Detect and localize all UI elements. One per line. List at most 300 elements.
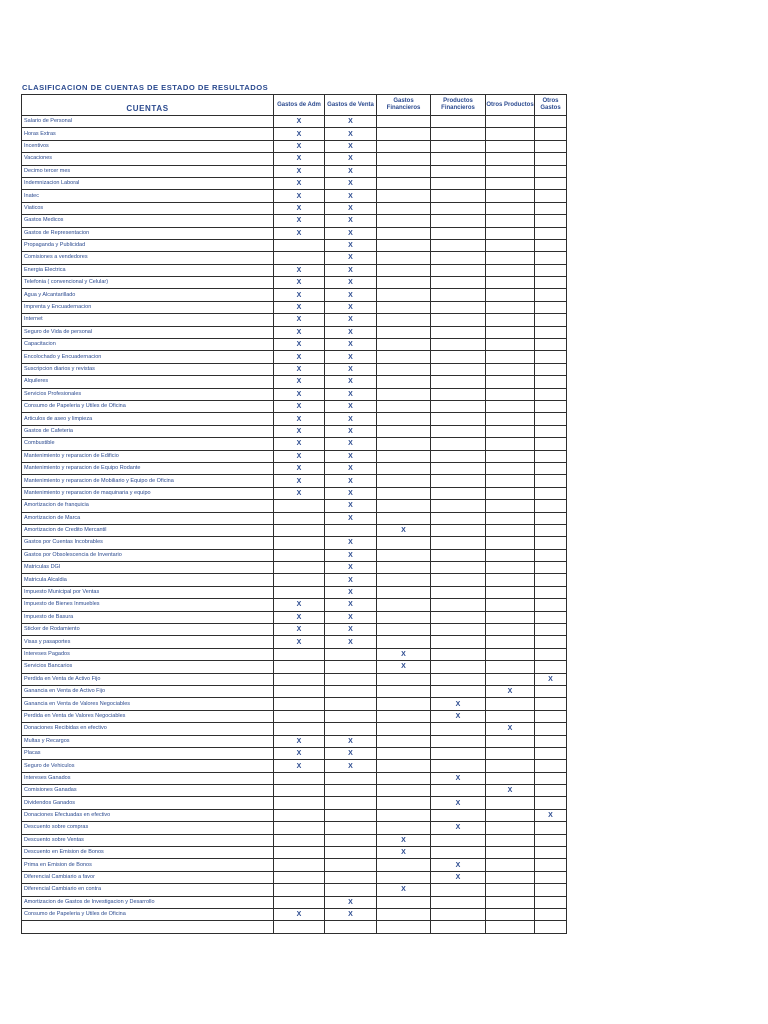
mark-cell-gastos-venta	[325, 871, 377, 883]
mark-cell-gastos-adm	[274, 822, 325, 834]
mark-cell-gastos-adm	[274, 921, 325, 933]
mark-cell-otros-gastos	[535, 326, 567, 338]
header-gastos-adm: Gastos de Adm	[274, 95, 325, 116]
table-row	[22, 574, 567, 586]
mark-cell-otros-gastos	[535, 376, 567, 388]
table-row	[22, 252, 567, 264]
mark-cell-otros-productos	[486, 363, 535, 375]
table-row	[22, 363, 567, 375]
mark-cell-productos-financieros	[431, 834, 486, 846]
mark-cell-otros-gastos	[535, 562, 567, 574]
account-name: Articulos de aseo y limpieza	[22, 413, 274, 425]
mark-cell-otros-gastos	[535, 909, 567, 921]
mark-cell-gastos-financieros	[377, 747, 431, 759]
mark-cell-gastos-financieros	[377, 438, 431, 450]
mark-cell-gastos-financieros	[377, 698, 431, 710]
mark-cell-gastos-financieros	[377, 921, 431, 933]
mark-cell-otros-productos: X	[486, 785, 535, 797]
mark-cell-productos-financieros: X	[431, 698, 486, 710]
account-name: Servicios Bancarios	[22, 661, 274, 673]
mark-cell-otros-gastos	[535, 512, 567, 524]
mark-cell-otros-productos	[486, 847, 535, 859]
mark-cell-gastos-financieros	[377, 673, 431, 685]
table-row	[22, 413, 567, 425]
table-row	[22, 116, 567, 128]
mark-cell-otros-productos	[486, 202, 535, 214]
mark-cell-gastos-venta: X	[325, 438, 377, 450]
mark-cell-productos-financieros	[431, 760, 486, 772]
table-row	[22, 140, 567, 152]
mark-cell-otros-gastos	[535, 747, 567, 759]
mark-cell-gastos-adm: X	[274, 314, 325, 326]
mark-cell-productos-financieros	[431, 450, 486, 462]
mark-cell-gastos-financieros	[377, 599, 431, 611]
mark-cell-gastos-financieros	[377, 413, 431, 425]
table-row	[22, 512, 567, 524]
mark-cell-otros-productos	[486, 809, 535, 821]
mark-cell-otros-gastos	[535, 648, 567, 660]
account-name	[22, 921, 274, 933]
table-row	[22, 227, 567, 239]
mark-cell-gastos-financieros	[377, 624, 431, 636]
mark-cell-otros-productos	[486, 215, 535, 227]
mark-cell-otros-gastos	[535, 177, 567, 189]
mark-cell-gastos-adm	[274, 859, 325, 871]
mark-cell-productos-financieros	[431, 177, 486, 189]
mark-cell-otros-productos	[486, 772, 535, 784]
account-name: Multas y Recargos	[22, 735, 274, 747]
table-row	[22, 450, 567, 462]
mark-cell-gastos-adm: X	[274, 202, 325, 214]
table-row	[22, 760, 567, 772]
account-name: Salario de Personal	[22, 116, 274, 128]
mark-cell-gastos-venta	[325, 772, 377, 784]
table-row	[22, 747, 567, 759]
mark-cell-otros-gastos	[535, 314, 567, 326]
account-name: Matricula Alcaldia	[22, 574, 274, 586]
mark-cell-gastos-venta	[325, 822, 377, 834]
mark-cell-otros-gastos	[535, 190, 567, 202]
table-row	[22, 388, 567, 400]
mark-cell-otros-productos	[486, 165, 535, 177]
mark-cell-otros-gastos	[535, 301, 567, 313]
mark-cell-productos-financieros	[431, 301, 486, 313]
table-row	[22, 326, 567, 338]
mark-cell-otros-productos	[486, 760, 535, 772]
mark-cell-gastos-venta: X	[325, 388, 377, 400]
mark-cell-gastos-financieros	[377, 809, 431, 821]
mark-cell-otros-productos	[486, 153, 535, 165]
mark-cell-otros-gastos	[535, 661, 567, 673]
table-row	[22, 165, 567, 177]
mark-cell-otros-gastos	[535, 624, 567, 636]
mark-cell-gastos-adm: X	[274, 611, 325, 623]
mark-cell-gastos-financieros: X	[377, 661, 431, 673]
mark-cell-productos-financieros	[431, 636, 486, 648]
mark-cell-gastos-adm: X	[274, 289, 325, 301]
mark-cell-gastos-venta: X	[325, 314, 377, 326]
mark-cell-productos-financieros	[431, 165, 486, 177]
mark-cell-gastos-financieros	[377, 227, 431, 239]
mark-cell-otros-gastos	[535, 549, 567, 561]
mark-cell-otros-gastos	[535, 859, 567, 871]
mark-cell-productos-financieros	[431, 202, 486, 214]
mark-cell-gastos-adm	[274, 871, 325, 883]
mark-cell-otros-productos	[486, 413, 535, 425]
mark-cell-gastos-adm: X	[274, 339, 325, 351]
mark-cell-gastos-adm	[274, 661, 325, 673]
account-name: Intereses Pagados	[22, 648, 274, 660]
mark-cell-gastos-adm	[274, 896, 325, 908]
mark-cell-gastos-venta: X	[325, 177, 377, 189]
mark-cell-otros-productos	[486, 400, 535, 412]
table-row	[22, 822, 567, 834]
mark-cell-gastos-financieros	[377, 190, 431, 202]
mark-cell-gastos-venta: X	[325, 512, 377, 524]
mark-cell-gastos-adm: X	[274, 215, 325, 227]
mark-cell-gastos-venta: X	[325, 909, 377, 921]
mark-cell-otros-gastos	[535, 822, 567, 834]
mark-cell-productos-financieros	[431, 747, 486, 759]
mark-cell-gastos-financieros	[377, 289, 431, 301]
mark-cell-productos-financieros	[431, 400, 486, 412]
mark-cell-otros-gastos	[535, 599, 567, 611]
mark-cell-otros-gastos	[535, 438, 567, 450]
table-row	[22, 524, 567, 536]
account-name: Amortizacion de Gastos de Investigacion y Desarrollo	[22, 896, 274, 908]
account-name: Dividendos Ganados	[22, 797, 274, 809]
mark-cell-otros-productos	[486, 549, 535, 561]
mark-cell-gastos-adm	[274, 512, 325, 524]
mark-cell-gastos-venta: X	[325, 450, 377, 462]
mark-cell-gastos-adm: X	[274, 462, 325, 474]
mark-cell-gastos-venta: X	[325, 624, 377, 636]
mark-cell-gastos-adm: X	[274, 747, 325, 759]
table-row	[22, 909, 567, 921]
mark-cell-gastos-venta: X	[325, 264, 377, 276]
mark-cell-otros-productos	[486, 128, 535, 140]
mark-cell-otros-gastos	[535, 735, 567, 747]
account-name: Comisiones Ganadas	[22, 785, 274, 797]
mark-cell-productos-financieros	[431, 413, 486, 425]
mark-cell-gastos-venta: X	[325, 165, 377, 177]
mark-cell-gastos-adm: X	[274, 190, 325, 202]
mark-cell-gastos-financieros	[377, 314, 431, 326]
table-row	[22, 648, 567, 660]
table-row	[22, 376, 567, 388]
mark-cell-otros-gastos	[535, 425, 567, 437]
mark-cell-productos-financieros	[431, 624, 486, 636]
mark-cell-gastos-venta: X	[325, 599, 377, 611]
mark-cell-productos-financieros	[431, 140, 486, 152]
mark-cell-productos-financieros	[431, 549, 486, 561]
mark-cell-gastos-adm: X	[274, 425, 325, 437]
mark-cell-otros-productos	[486, 524, 535, 536]
account-name: Sticker de Rodamiento	[22, 624, 274, 636]
mark-cell-productos-financieros	[431, 847, 486, 859]
mark-cell-gastos-financieros	[377, 710, 431, 722]
mark-cell-productos-financieros: X	[431, 710, 486, 722]
mark-cell-otros-productos	[486, 116, 535, 128]
mark-cell-otros-gastos	[535, 388, 567, 400]
mark-cell-gastos-venta	[325, 884, 377, 896]
mark-cell-gastos-financieros	[377, 487, 431, 499]
table-row	[22, 438, 567, 450]
table-row	[22, 190, 567, 202]
header-productos-financieros: Productos Financieros	[431, 95, 486, 116]
mark-cell-gastos-financieros	[377, 450, 431, 462]
mark-cell-gastos-adm: X	[274, 177, 325, 189]
account-name: Telefonia ( convencional y Celular)	[22, 277, 274, 289]
mark-cell-gastos-venta: X	[325, 227, 377, 239]
account-name: Gastos Medicos	[22, 215, 274, 227]
mark-cell-otros-productos	[486, 190, 535, 202]
mark-cell-productos-financieros	[431, 190, 486, 202]
mark-cell-gastos-adm: X	[274, 351, 325, 363]
table-row	[22, 339, 567, 351]
mark-cell-gastos-venta: X	[325, 611, 377, 623]
mark-cell-otros-gastos	[535, 215, 567, 227]
table-row	[22, 462, 567, 474]
mark-cell-gastos-financieros	[377, 239, 431, 251]
table-row	[22, 723, 567, 735]
mark-cell-gastos-adm	[274, 809, 325, 821]
mark-cell-gastos-financieros	[377, 785, 431, 797]
table-row	[22, 202, 567, 214]
account-name: Seguro de Vida de personal	[22, 326, 274, 338]
table-row	[22, 351, 567, 363]
mark-cell-gastos-financieros: X	[377, 884, 431, 896]
mark-cell-productos-financieros	[431, 376, 486, 388]
mark-cell-productos-financieros	[431, 153, 486, 165]
table-row	[22, 500, 567, 512]
mark-cell-gastos-adm: X	[274, 599, 325, 611]
mark-cell-gastos-financieros	[377, 797, 431, 809]
account-name: Vacaciones	[22, 153, 274, 165]
account-name: Diferencial Cambiario a favor	[22, 871, 274, 883]
table-row	[22, 859, 567, 871]
account-name: Ganancia en Venta de Activo Fijo	[22, 685, 274, 697]
mark-cell-gastos-adm: X	[274, 450, 325, 462]
account-name: Incentivos	[22, 140, 274, 152]
mark-cell-gastos-adm	[274, 685, 325, 697]
table-row	[22, 549, 567, 561]
mark-cell-otros-productos	[486, 252, 535, 264]
mark-cell-gastos-adm: X	[274, 487, 325, 499]
mark-cell-gastos-venta: X	[325, 760, 377, 772]
mark-cell-gastos-adm	[274, 500, 325, 512]
account-name: Gastos de Cafeteria	[22, 425, 274, 437]
table-row	[22, 624, 567, 636]
mark-cell-gastos-venta	[325, 723, 377, 735]
account-name: Amortizacion de Marca	[22, 512, 274, 524]
mark-cell-productos-financieros	[431, 314, 486, 326]
mark-cell-otros-productos	[486, 896, 535, 908]
classification-table	[21, 94, 567, 934]
mark-cell-gastos-adm	[274, 252, 325, 264]
mark-cell-gastos-adm	[274, 772, 325, 784]
table-row	[22, 785, 567, 797]
mark-cell-gastos-venta: X	[325, 462, 377, 474]
mark-cell-gastos-financieros	[377, 586, 431, 598]
mark-cell-otros-productos	[486, 661, 535, 673]
account-name: Mantenimiento y reparacion de maquinaria y equipo	[22, 487, 274, 499]
mark-cell-otros-productos	[486, 450, 535, 462]
mark-cell-productos-financieros	[431, 326, 486, 338]
mark-cell-productos-financieros	[431, 723, 486, 735]
mark-cell-productos-financieros: X	[431, 859, 486, 871]
mark-cell-gastos-adm	[274, 239, 325, 251]
mark-cell-otros-gastos	[535, 772, 567, 784]
mark-cell-gastos-adm: X	[274, 363, 325, 375]
mark-cell-gastos-venta	[325, 698, 377, 710]
mark-cell-gastos-venta: X	[325, 400, 377, 412]
mark-cell-otros-gastos	[535, 760, 567, 772]
mark-cell-otros-productos	[486, 487, 535, 499]
account-name: Energia Electrica	[22, 264, 274, 276]
mark-cell-productos-financieros	[431, 438, 486, 450]
mark-cell-gastos-financieros	[377, 425, 431, 437]
table-row	[22, 797, 567, 809]
account-name: Impuesto de Basura	[22, 611, 274, 623]
mark-cell-productos-financieros: X	[431, 822, 486, 834]
mark-cell-gastos-adm	[274, 549, 325, 561]
mark-cell-productos-financieros	[431, 562, 486, 574]
account-name: Mantenimiento y reparacion de Edificio	[22, 450, 274, 462]
account-name: Internet	[22, 314, 274, 326]
mark-cell-otros-gastos	[535, 153, 567, 165]
mark-cell-gastos-venta: X	[325, 128, 377, 140]
table-row	[22, 847, 567, 859]
mark-cell-otros-productos	[486, 140, 535, 152]
mark-cell-gastos-venta: X	[325, 289, 377, 301]
mark-cell-productos-financieros	[431, 277, 486, 289]
mark-cell-gastos-venta	[325, 921, 377, 933]
account-name: Decimo tercer mes	[22, 165, 274, 177]
table-row	[22, 611, 567, 623]
mark-cell-gastos-venta: X	[325, 301, 377, 313]
mark-cell-productos-financieros	[431, 215, 486, 227]
table-row	[22, 599, 567, 611]
mark-cell-gastos-financieros	[377, 165, 431, 177]
mark-cell-gastos-adm: X	[274, 475, 325, 487]
mark-cell-productos-financieros	[431, 586, 486, 598]
mark-cell-gastos-venta: X	[325, 500, 377, 512]
mark-cell-gastos-adm	[274, 797, 325, 809]
mark-cell-gastos-adm: X	[274, 153, 325, 165]
mark-cell-gastos-adm: X	[274, 413, 325, 425]
mark-cell-otros-gastos	[535, 400, 567, 412]
mark-cell-otros-gastos	[535, 884, 567, 896]
mark-cell-gastos-financieros	[377, 723, 431, 735]
mark-cell-productos-financieros	[431, 388, 486, 400]
table-header-row	[22, 95, 567, 116]
account-name: Comisiones a vendedores	[22, 252, 274, 264]
mark-cell-gastos-adm: X	[274, 227, 325, 239]
mark-cell-otros-gastos	[535, 698, 567, 710]
mark-cell-gastos-financieros	[377, 400, 431, 412]
mark-cell-gastos-venta: X	[325, 116, 377, 128]
mark-cell-otros-productos	[486, 351, 535, 363]
mark-cell-gastos-financieros	[377, 128, 431, 140]
mark-cell-gastos-financieros	[377, 277, 431, 289]
mark-cell-otros-gastos	[535, 636, 567, 648]
mark-cell-gastos-financieros	[377, 462, 431, 474]
account-name: Amortizacion de franquicia	[22, 500, 274, 512]
account-name: Matriculas DGI	[22, 562, 274, 574]
mark-cell-gastos-financieros	[377, 512, 431, 524]
mark-cell-gastos-venta	[325, 834, 377, 846]
mark-cell-otros-productos	[486, 277, 535, 289]
table-row	[22, 921, 567, 933]
table-row	[22, 177, 567, 189]
mark-cell-otros-gastos	[535, 500, 567, 512]
mark-cell-otros-productos	[486, 735, 535, 747]
mark-cell-productos-financieros	[431, 896, 486, 908]
mark-cell-gastos-adm: X	[274, 128, 325, 140]
mark-cell-otros-productos	[486, 822, 535, 834]
mark-cell-gastos-venta: X	[325, 190, 377, 202]
mark-cell-gastos-adm	[274, 648, 325, 660]
mark-cell-productos-financieros	[431, 512, 486, 524]
mark-cell-gastos-venta: X	[325, 562, 377, 574]
mark-cell-otros-productos	[486, 859, 535, 871]
mark-cell-gastos-adm	[274, 537, 325, 549]
table-row	[22, 537, 567, 549]
mark-cell-gastos-venta	[325, 710, 377, 722]
mark-cell-productos-financieros	[431, 339, 486, 351]
account-name: Donaciones Efectuadas en efectivo	[22, 809, 274, 821]
mark-cell-productos-financieros	[431, 425, 486, 437]
mark-cell-otros-productos: X	[486, 685, 535, 697]
mark-cell-productos-financieros	[431, 909, 486, 921]
mark-cell-gastos-financieros	[377, 363, 431, 375]
table-row	[22, 215, 567, 227]
mark-cell-otros-gastos	[535, 785, 567, 797]
mark-cell-otros-productos	[486, 326, 535, 338]
mark-cell-otros-gastos	[535, 289, 567, 301]
table-row	[22, 636, 567, 648]
account-name: Visas y pasaportes	[22, 636, 274, 648]
mark-cell-otros-productos	[486, 339, 535, 351]
mark-cell-otros-productos	[486, 574, 535, 586]
mark-cell-otros-gastos	[535, 611, 567, 623]
mark-cell-gastos-adm	[274, 847, 325, 859]
mark-cell-otros-gastos	[535, 723, 567, 735]
account-name: Placas	[22, 747, 274, 759]
mark-cell-otros-gastos	[535, 586, 567, 598]
mark-cell-otros-productos	[486, 648, 535, 660]
mark-cell-otros-gastos	[535, 475, 567, 487]
mark-cell-productos-financieros: X	[431, 871, 486, 883]
mark-cell-otros-productos	[486, 512, 535, 524]
account-name: Diferencial Cambiario en contra	[22, 884, 274, 896]
mark-cell-productos-financieros	[431, 351, 486, 363]
table-row	[22, 809, 567, 821]
mark-cell-gastos-financieros	[377, 153, 431, 165]
account-name: Mantenimiento y reparacion de Equipo Rodante	[22, 462, 274, 474]
account-name: Donaciones Recibidas en efectivo	[22, 723, 274, 735]
mark-cell-gastos-adm: X	[274, 140, 325, 152]
mark-cell-gastos-financieros	[377, 500, 431, 512]
mark-cell-gastos-adm: X	[274, 735, 325, 747]
header-gastos-venta: Gastos de Venta	[325, 95, 377, 116]
mark-cell-gastos-venta	[325, 685, 377, 697]
mark-cell-gastos-venta: X	[325, 586, 377, 598]
mark-cell-gastos-financieros	[377, 388, 431, 400]
mark-cell-gastos-financieros	[377, 636, 431, 648]
header-otros-gastos: Otros Gastos	[535, 95, 567, 116]
